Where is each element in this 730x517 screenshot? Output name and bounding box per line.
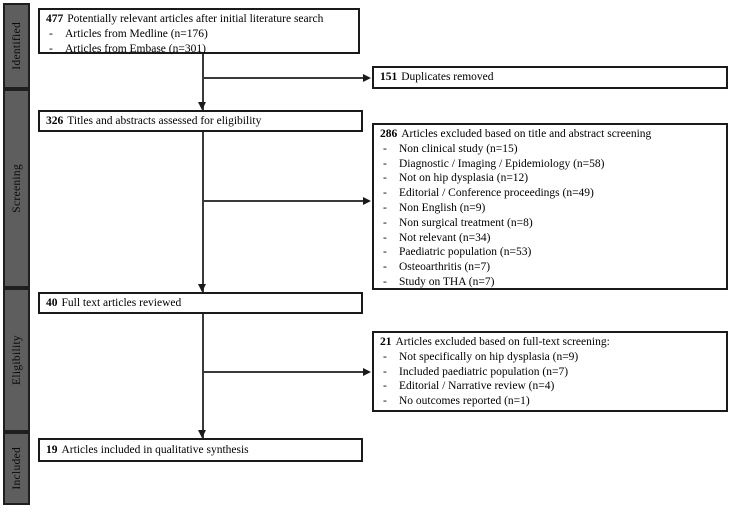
connector-branch-excluded-screening	[203, 200, 364, 202]
excluded-fulltext-count: 21	[380, 336, 392, 348]
bullet-text: Not specifically on hip dysplasia (n=9)	[399, 350, 579, 363]
bullet-dash: -	[383, 275, 387, 288]
stage-identified	[3, 3, 30, 89]
connector-branch-excluded-fulltext	[203, 371, 364, 373]
bullet-item	[380, 379, 720, 394]
bullet-item	[46, 42, 352, 57]
bullet-dash: -	[383, 187, 387, 200]
box-screened-title	[46, 114, 261, 129]
bullet-item	[380, 231, 720, 246]
bullet-dash: -	[383, 261, 387, 274]
arrowhead-screened	[198, 102, 206, 110]
bullet-text: Not on hip dysplasia (n=12)	[399, 172, 529, 185]
bullet-item	[380, 365, 720, 380]
bullet-dash: -	[383, 350, 387, 363]
bullet-text: Study on THA (n=7)	[399, 275, 495, 288]
bullet-text: Editorial / Narrative review (n=4)	[399, 380, 555, 393]
stage-screening-label: Screening	[10, 164, 23, 213]
bullet-item	[380, 216, 720, 231]
bullet-dash: -	[383, 231, 387, 244]
stage-screening	[3, 89, 30, 288]
identification-label: Potentially relevant articles after initial literature search	[67, 13, 324, 25]
duplicates-label: Duplicates removed	[401, 71, 494, 84]
bullet-dash: -	[383, 246, 387, 259]
bullet-text: Included paediatric population (n=7)	[399, 365, 569, 378]
excluded-fulltext-bullets	[380, 350, 720, 409]
duplicates-count: 151	[380, 71, 398, 84]
bullet-text: No outcomes reported (n=1)	[399, 395, 530, 408]
bullet-dash: -	[49, 27, 53, 40]
bullet-item	[380, 171, 720, 186]
bullet-dash: -	[383, 172, 387, 185]
included-label: Articles included in qualitative synthesis	[61, 443, 249, 456]
stage-included	[3, 432, 30, 505]
bullet-item	[380, 201, 720, 216]
bullet-text: Articles from Embase (n=301)	[65, 42, 206, 55]
box-identification-title	[46, 12, 352, 27]
bullet-item	[380, 142, 720, 157]
bullet-item	[380, 260, 720, 275]
arrowhead-duplicates	[363, 74, 371, 82]
stage-identified-label: Identified	[10, 22, 23, 70]
bullet-text: Non surgical treatment (n=8)	[399, 216, 533, 229]
bullet-text: Paediatric population (n=53)	[399, 246, 532, 259]
bullet-dash: -	[383, 157, 387, 170]
box-fulltext	[38, 292, 363, 314]
identification-count: 477	[46, 13, 64, 25]
bullet-text: Editorial / Conference proceedings (n=49)	[399, 187, 594, 200]
box-duplicates-title	[380, 70, 494, 85]
bullet-item	[380, 350, 720, 365]
bullet-item	[380, 275, 720, 290]
box-fulltext-title	[46, 296, 181, 311]
bullet-text: Non clinical study (n=15)	[399, 142, 518, 155]
bullet-text: Osteoarthritis (n=7)	[399, 261, 491, 274]
bullet-item	[380, 157, 720, 172]
box-screened	[38, 110, 363, 132]
bullet-text: Articles from Medline (n=176)	[65, 27, 208, 40]
box-excluded-screening	[372, 123, 728, 290]
connector-branch-duplicates	[203, 77, 364, 79]
excluded-screening-bullets	[380, 142, 720, 290]
stage-eligibility	[3, 288, 30, 432]
stage-included-label: Included	[10, 447, 23, 490]
box-included	[38, 438, 363, 462]
bullet-dash: -	[49, 42, 53, 55]
excluded-screening-count: 286	[380, 128, 398, 140]
bullet-text: Diagnostic / Imaging / Epidemiology (n=58)	[399, 157, 605, 170]
bullet-item	[380, 394, 720, 409]
box-excluded-fulltext	[372, 331, 728, 412]
arrowhead-included	[198, 430, 206, 438]
bullet-item	[380, 186, 720, 201]
arrowhead-excluded-fulltext	[363, 368, 371, 376]
box-included-title	[46, 443, 249, 458]
bullet-item	[380, 245, 720, 260]
screened-count: 326	[46, 114, 64, 127]
excluded-fulltext-label: Articles excluded based on full-text screening:	[395, 336, 610, 348]
fulltext-count: 40	[46, 296, 58, 309]
box-excluded-screening-title	[380, 127, 720, 142]
bullet-dash: -	[383, 380, 387, 393]
arrowhead-fulltext	[198, 284, 206, 292]
bullet-dash: -	[383, 216, 387, 229]
arrowhead-excluded-screening	[363, 197, 371, 205]
bullet-dash: -	[383, 142, 387, 155]
box-excluded-fulltext-title	[380, 335, 720, 350]
box-duplicates	[372, 66, 728, 89]
screened-label: Titles and abstracts assessed for eligibility	[67, 114, 262, 127]
included-count: 19	[46, 443, 58, 456]
fulltext-label: Full text articles reviewed	[61, 296, 182, 309]
identification-bullets	[46, 27, 352, 57]
box-identification	[38, 8, 360, 54]
bullet-dash: -	[383, 365, 387, 378]
bullet-dash: -	[383, 395, 387, 408]
bullet-text: Not relevant (n=34)	[399, 231, 491, 244]
excluded-screening-label: Articles excluded based on title and abstract screening	[401, 128, 652, 140]
bullet-item	[46, 27, 352, 42]
bullet-dash: -	[383, 201, 387, 214]
stage-eligibility-label: Eligibility	[10, 335, 23, 385]
bullet-text: Non English (n=9)	[399, 201, 486, 214]
connector-stem-3	[202, 314, 204, 438]
connector-stem-2	[202, 132, 204, 292]
